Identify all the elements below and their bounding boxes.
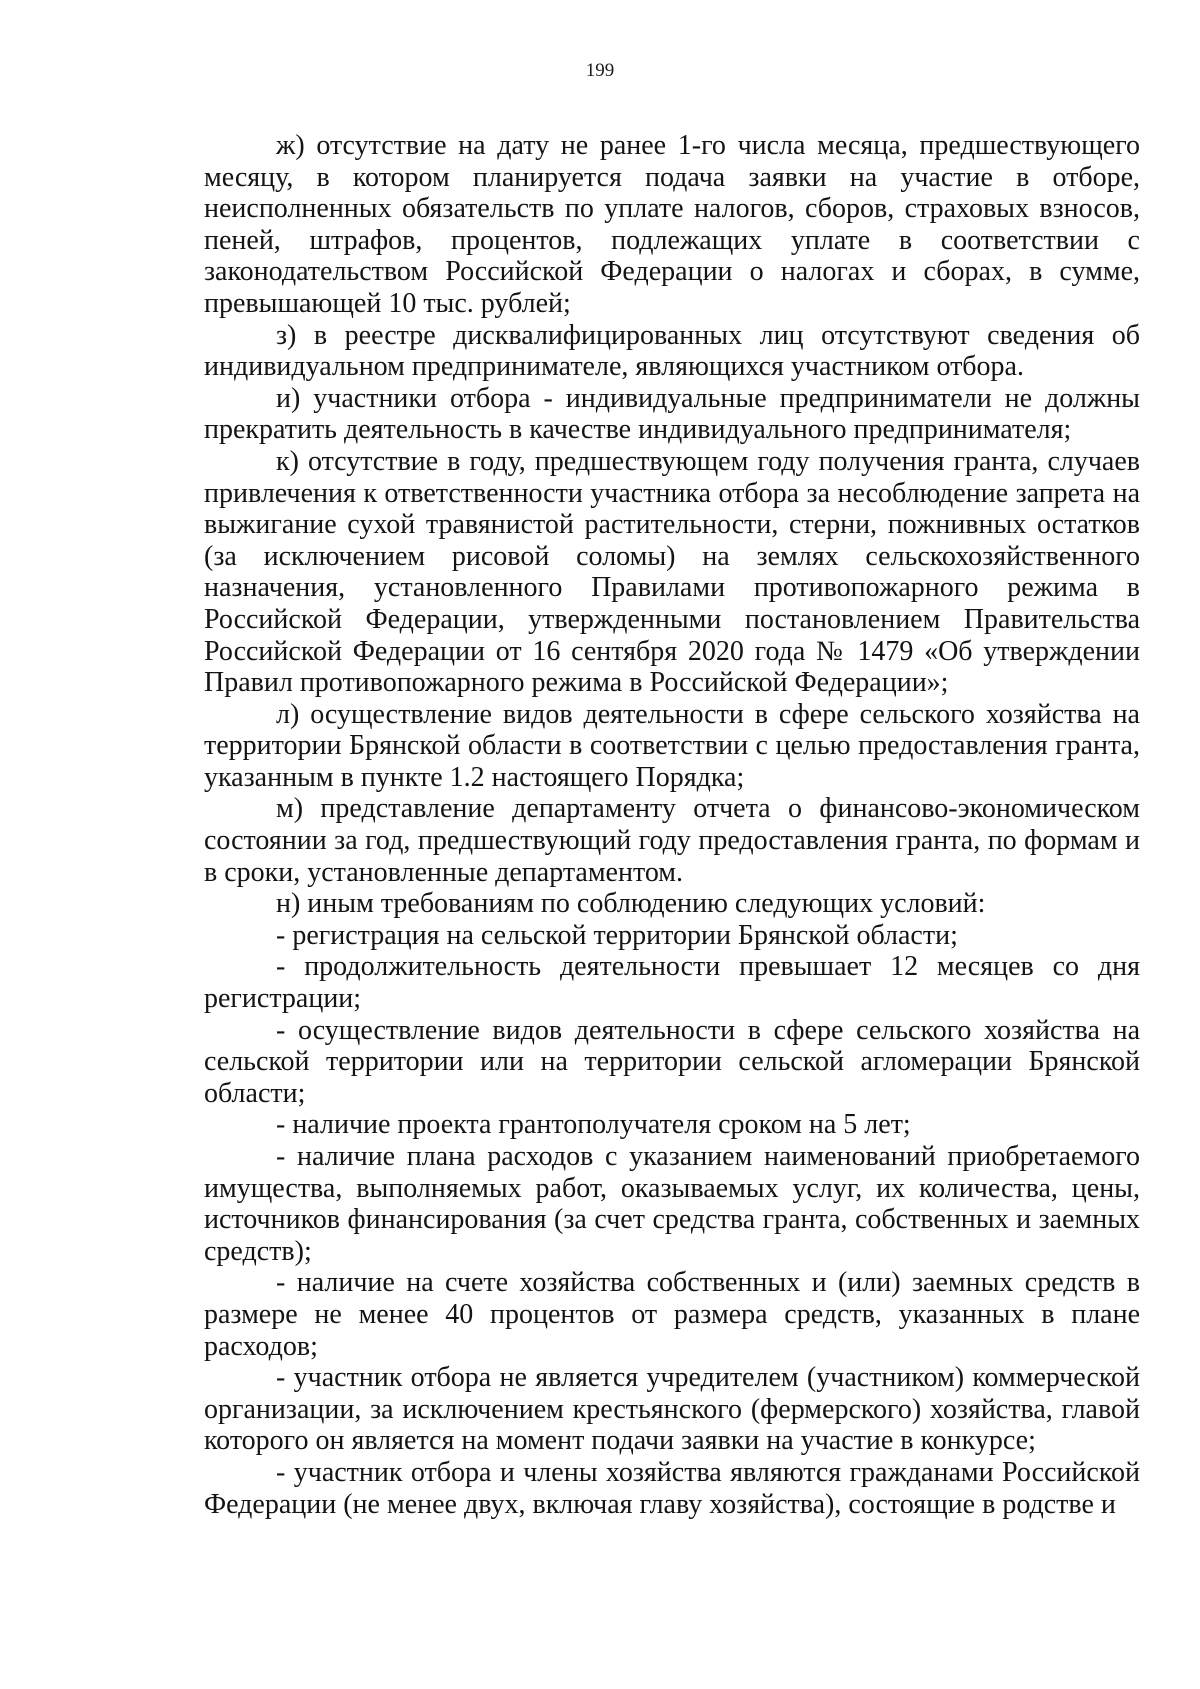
- list-item: - участник отбора не является учредителем (участником) коммерческой организации, за исключением крестьянского (фермерского) хозяйства, главой которого он является на момент подачи заявки на участие в конкурсе;: [204, 1362, 1140, 1457]
- list-item: - наличие на счете хозяйства собственных и (или) заемных средств в размере не менее 40 процентов от размера средств, указанных в плане расходов;: [204, 1267, 1140, 1362]
- paragraph-n: н) иным требованиям по соблюдению следующих условий:: [276, 888, 986, 920]
- paragraph-k: к) отсутствие в году, предшествующем году получения гранта, случаев привлечения к ответственности участника отбора за несоблюдение запрета на выжигание сухой травянистой растительности, стерни, пожнивных остатков (за исключением рисовой соломы) на землях сельскохозяйственного назначения, установленного Правилами противопожарного режима в Российской Федерации, утвержденными постановлением Правительства Российской Федерации от 16 сентября 2020 года № 1479 «Об утверждении Правил противопожарного режима в Российской Федерации»;: [204, 445, 1140, 699]
- list-item: - наличие проекта грантополучателя сроком на 5 лет;: [276, 1109, 911, 1141]
- paragraph-m: м) представление департаменту отчета о финансово-экономическом состоянии за год, предшествующий году предоставления гранта, по формам и в сроки, установленные департаментом.: [204, 793, 1140, 888]
- list-item: - участник отбора и члены хозяйства являются гражданами Российской Федерации (не менее двух, включая главу хозяйства), состоящие в родстве и: [204, 1456, 1140, 1520]
- list-item: - наличие плана расходов с указанием наименований приобретаемого имущества, выполняемых работ, оказываемых услуг, их количества, цены, источников финансирования (за счет средства гранта, собственных и заемных средств);: [204, 1141, 1140, 1267]
- paragraph-z: з) в реестре дисквалифицированных лиц отсутствуют сведения об индивидуальном предпринимателе, являющихся участником отбора.: [204, 319, 1140, 383]
- list-item: - осуществление видов деятельности в сфере сельского хозяйства на сельской территории или на территории сельской агломерации Брянской области;: [204, 1014, 1140, 1109]
- page-number: 199: [585, 60, 615, 81]
- paragraph-zh: ж) отсутствие на дату не ранее 1-го числа месяца, предшествующего месяцу, в котором планируется подача заявки на участие в отборе, неисполненных обязательств по уплате налогов, сборов, страховых взносов, пеней, штрафов, процентов, подлежащих уплате в соответствии с законодательством Российской Федерации о налогах и сборах, в сумме, превышающей 10 тыс. рублей;: [204, 130, 1140, 319]
- paragraph-l: л) осуществление видов деятельности в сфере сельского хозяйства на территории Брянской области в соответствии с целью предоставления гранта, указанным в пункте 1.2 настоящего Порядка;: [204, 698, 1140, 793]
- document-body: [204, 130, 1140, 1520]
- paragraph-i: и) участники отбора - индивидуальные предприниматели не должны прекратить деятельность в качестве индивидуального предпринимателя;: [204, 382, 1140, 446]
- list-item: - продолжительность деятельности превышает 12 месяцев со дня регистрации;: [204, 951, 1140, 1015]
- list-item: - регистрация на сельской территории Брянской области;: [276, 919, 958, 951]
